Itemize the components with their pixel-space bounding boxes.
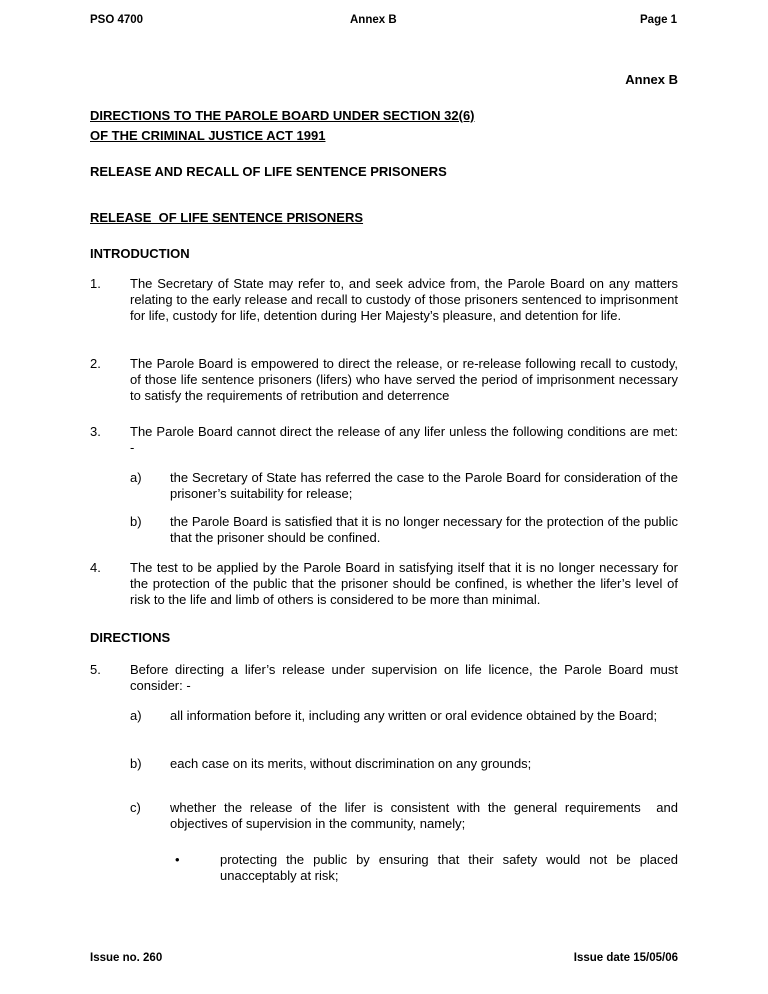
para-text: The test to be applied by the Parole Board in satisfying itself that it is no longer necessary for the protection of the public that the prisoner should be confined, is whether the lifer’s level of risk to the life and limb of others is considered to be more than minimal.	[130, 560, 678, 607]
title-line-1: DIRECTIONS TO THE PAROLE BOARD UNDER SECTION 32(6)	[90, 108, 475, 123]
item-text: whether the release of the lifer is consistent with the general requirements and objectives of supervision in the community, namely;	[170, 800, 682, 831]
item-label: b)	[130, 514, 142, 529]
item-text: the Secretary of State has referred the case to the Parole Board for consideration of the prisoner’s suitability for release;	[170, 470, 678, 501]
para-text: Before directing a lifer’s release under supervision on life licence, the Parole Board must consider: -	[130, 662, 678, 693]
item-text: each case on its merits, without discrimination on any grounds;	[170, 756, 532, 771]
footer-issue-date: Issue date 15/05/06	[573, 952, 678, 964]
item-label: a)	[130, 708, 142, 723]
para-text: The Parole Board is empowered to direct the release, or re-release following recall to custody, of those life sentence prisoners (lifers) who have served the period of imprisonment necessary to satisfy the requirements of retribution and deterrence	[130, 356, 678, 403]
header-annex: Annex B	[350, 14, 397, 26]
bullet-icon: •	[175, 852, 180, 867]
para-number: 2.	[90, 356, 101, 371]
title-line-2: OF THE CRIMINAL JUSTICE ACT 1991	[90, 128, 326, 143]
section-title: RELEASE OF LIFE SENTENCE PRISONERS	[90, 210, 364, 225]
subtitle: RELEASE AND RECALL OF LIFE SENTENCE PRISONERS	[90, 164, 447, 179]
item-label: a)	[130, 470, 142, 485]
item-label: b)	[130, 756, 142, 771]
item-label: c)	[130, 800, 141, 815]
header-page-number: Page 1	[640, 14, 678, 26]
para-number: 4.	[90, 560, 101, 575]
para-number: 3.	[90, 424, 101, 439]
para-number: 1.	[90, 276, 101, 291]
introduction-heading: INTRODUCTION	[90, 246, 190, 261]
annex-label: Annex B	[625, 72, 678, 87]
footer-issue-number: Issue no. 260	[90, 952, 163, 964]
bullet-text: protecting the public by ensuring that their safety would not be placed unacceptably at risk;	[220, 852, 678, 883]
para-text: The Parole Board cannot direct the release of any lifer unless the following conditions are met: -	[130, 424, 678, 455]
directions-heading: DIRECTIONS	[90, 630, 171, 645]
para-number: 5.	[90, 662, 101, 677]
item-text: the Parole Board is satisfied that it is no longer necessary for the protection of the public that the prisoner should be confined.	[170, 514, 678, 545]
para-text: The Secretary of State may refer to, and seek advice from, the Parole Board on any matters relating to the early release and recall to custody of those prisoners sentenced to imprisonment for life, custody for life, detention during Her Majesty’s pleasure, and detention for life.	[130, 276, 678, 323]
header-doc-ref: PSO 4700	[90, 14, 144, 26]
item-text: all information before it, including any written or oral evidence obtained by the Board;	[170, 708, 658, 723]
